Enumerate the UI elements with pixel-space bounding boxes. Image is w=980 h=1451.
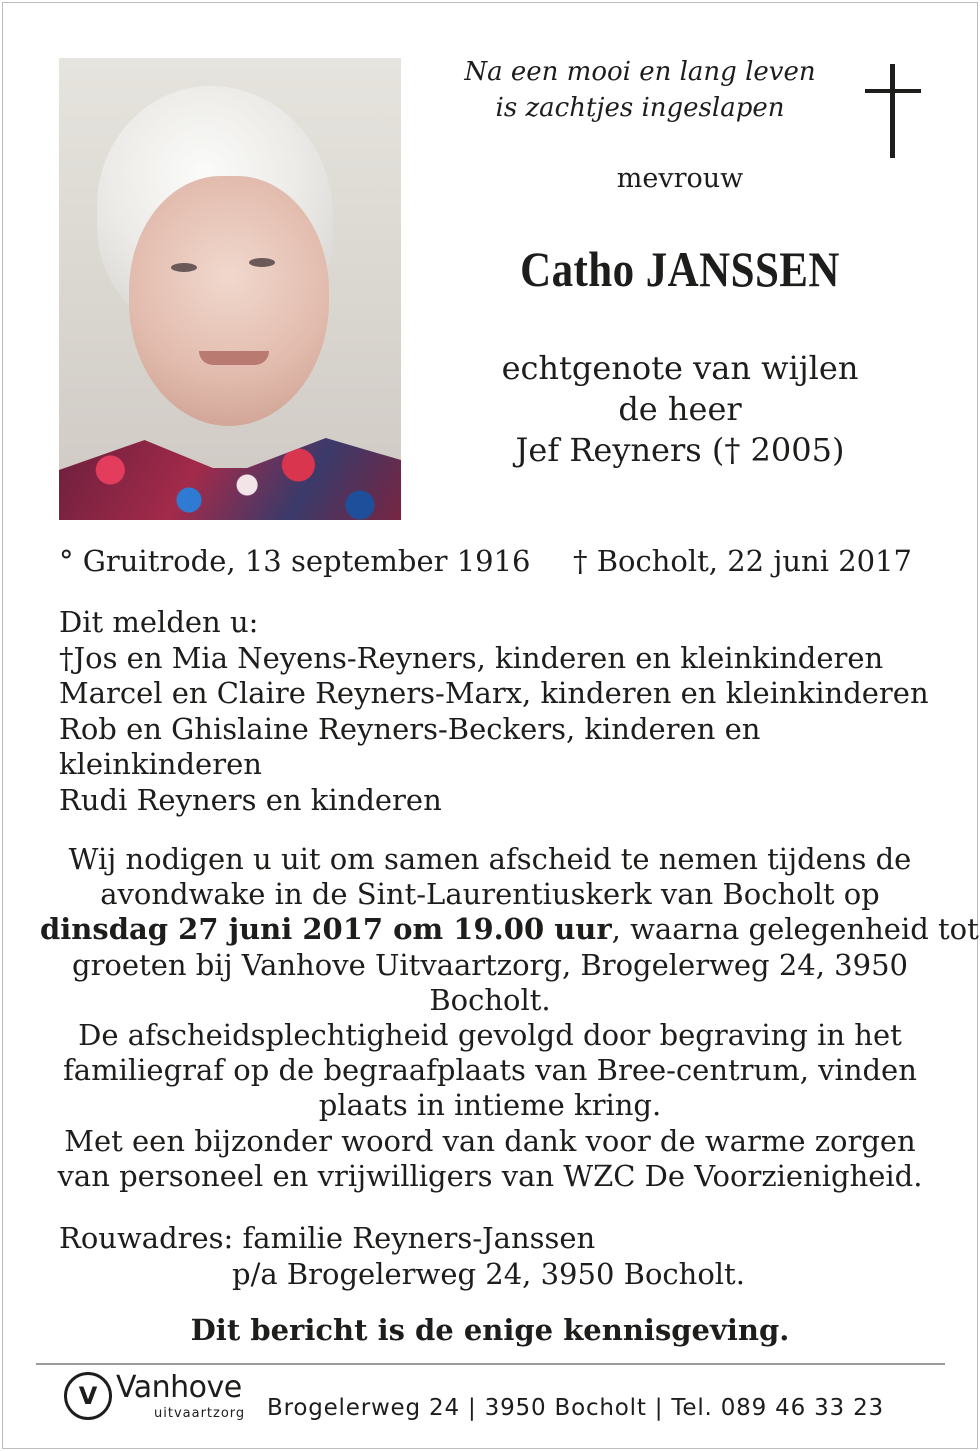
invite-line: van personeel en vrijwilligers van WZC De Voorzienigheid. (57, 1158, 923, 1193)
invite-line: avondwake in de Sint-Laurentiuskerk van Bocholt op (100, 877, 880, 912)
cross-icon (865, 64, 921, 158)
invite-line: groeten bij Vanhove Uitvaartzorg, Brogelerweg 24, 3950 (72, 947, 908, 982)
vanhove-logo (64, 1372, 254, 1422)
address-line-1: Rouwadres: familie Reyners-Janssen (59, 1221, 596, 1255)
invite-line: De afscheidsplechtigheid gevolgd door begraving in het (78, 1018, 902, 1053)
motto-line-2: is zachtjes ingeslapen (495, 93, 785, 123)
invite-line: Bocholt. (429, 982, 551, 1017)
spouse-line-2: de heer (618, 390, 742, 428)
spouse-line-1: echtgenote van wijlen (501, 349, 859, 387)
family-intro: Dit melden u: (59, 605, 259, 639)
family-list (59, 605, 929, 818)
death-date: † Bocholt, 22 juni 2017 (573, 544, 912, 578)
invite-line: plaats in intieme kring. (318, 1088, 662, 1123)
birth-date: ° Gruitrode, 13 september 1916 (59, 544, 531, 578)
invite-line: Wij nodigen u uit om samen afscheid te nemen tijdens de (68, 842, 912, 876)
invitation-text (40, 842, 979, 1194)
logo-emblem-icon: V (64, 1372, 112, 1420)
mourning-address (59, 1220, 745, 1292)
spouse-line-3: Jef Reyners († 2005) (515, 431, 845, 469)
logo-brand: Vanhove (116, 1370, 242, 1405)
portrait-photo (59, 58, 401, 520)
family-line: Rudi Reyners en kinderen (59, 782, 442, 817)
spouse-info (440, 348, 920, 471)
motto-line-1: Na een mooi en lang leven (464, 57, 816, 87)
invite-line (40, 912, 979, 947)
logo-subtitle: uitvaartzorg (154, 1406, 246, 1421)
family-line: kleinkinderen (59, 747, 262, 781)
deceased-name: Catho JANSSEN (520, 241, 840, 297)
invite-line: familiegraf op de begraafplaats van Bree-centrum, vinden (63, 1053, 917, 1088)
notice-text: Dit bericht is de enige kennisgeving. (190, 1313, 790, 1347)
family-line: Rob en Ghislaine Reyners-Beckers, kinderen en (59, 711, 761, 746)
invite-line-rest: , waarna gelegenheid tot (611, 912, 979, 947)
family-line: †Jos en Mia Neyens-Reyners, kinderen en kleinkinderen (59, 640, 884, 675)
invite-line: Met een bijzonder woord van dank voor de warme zorgen (64, 1123, 916, 1158)
honorific: mevrouw (616, 163, 744, 194)
motto (440, 54, 840, 126)
ceremony-datetime: dinsdag 27 juni 2017 om 19.00 uur (40, 912, 612, 947)
footer-contact: Brogelerweg 24 | 3950 Bocholt | Tel. 089 46 33 23 (267, 1395, 884, 1421)
footer-divider (36, 1363, 945, 1365)
family-line: Marcel en Claire Reyners-Marx, kinderen en kleinkinderen (59, 676, 929, 710)
address-line-2: p/a Brogelerweg 24, 3950 Bocholt. (232, 1257, 745, 1291)
